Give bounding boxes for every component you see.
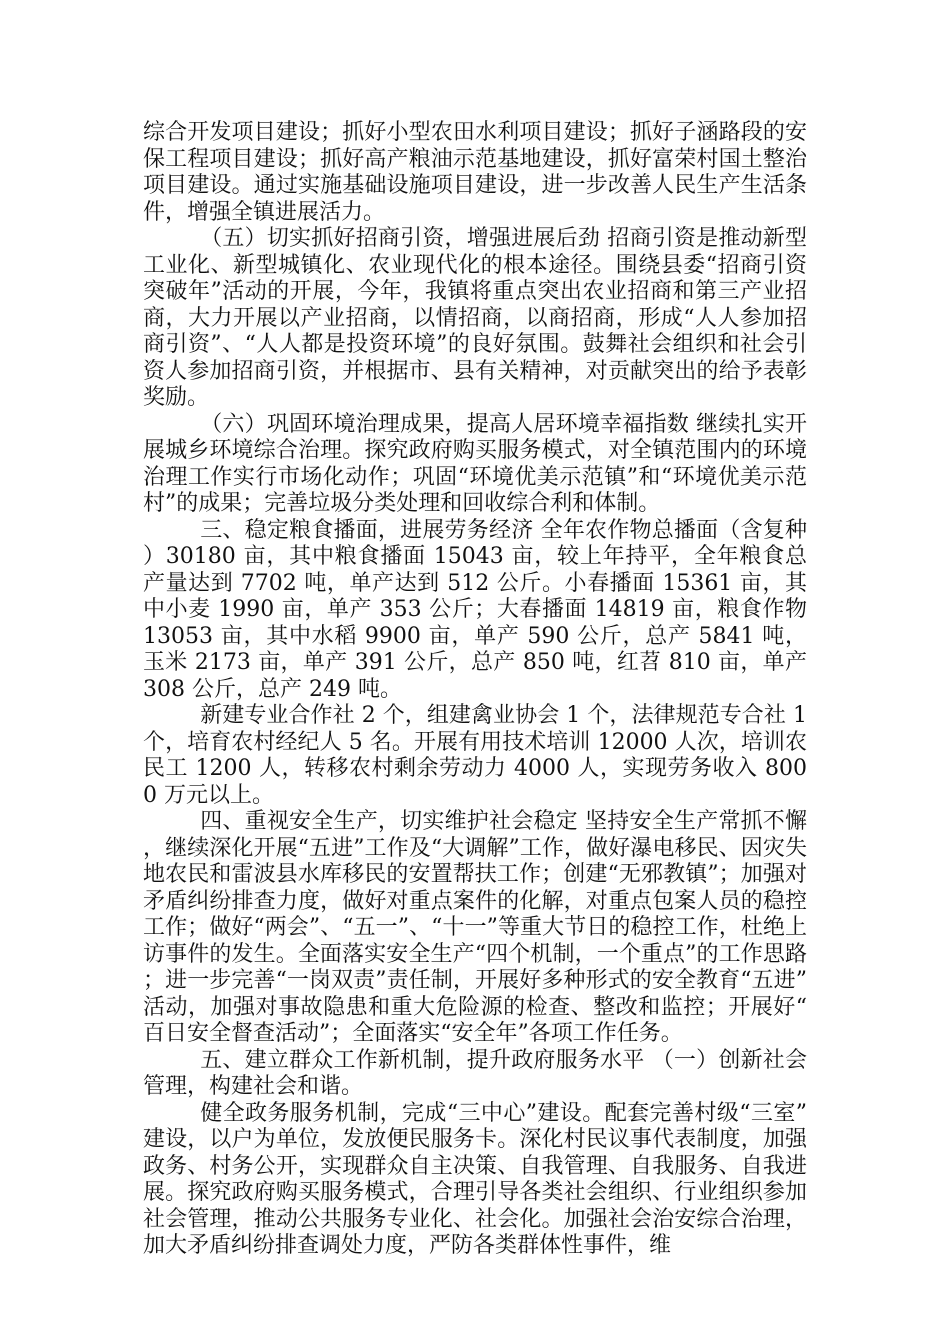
paragraph-grain: 三、稳定粮食播面，进展劳务经济 全年农作物总播面（含复种）30180 亩，其中粮食播面 15043 亩，较上年持平，全年粮食总产量达到 7702 吨，单产达到 512 公斤。小春播面 15361 亩，其中小麦 1990 亩，单产 353 公斤；大春播面 14819 亩，粮食作物 13053 亩，其中水稻 9900 亩，单产 590 公斤，总产 5841 吨，玉米 2173 亩，单产 391 公斤，总产 850 吨，红苕 810 亩，单产 308 公斤，总产 249 吨。 <box>143 517 807 702</box>
paragraph-infrastructure: 综合开发项目建设；抓好小型农田水利项目建设；抓好子涵路段的安保工程项目建设；抓好高产粮油示范基地建设，抓好富荣村国土整治项目建设。通过实施基础设施项目建设，进一步改善人民生产生活条件，增强全镇进展活力。 <box>143 120 807 225</box>
paragraph-environment: （六）巩固环境治理成果，提高人居环境幸福指数 继续扎实开展城乡环境综合治理。探究政府购买服务模式，对全镇范围内的环境治理工作实行市场化动作；巩固“环境优美示范镇”和“环境优美示范村”的成果；完善垃圾分类处理和回收综合利和体制。 <box>143 411 807 516</box>
paragraph-services: 健全政务服务机制，完成“三中心”建设。配套完善村级“三室”建设，以户为单位，发放便民服务卡。深化村民议事代表制度，加强政务、村务公开，实现群众自主决策、自我管理、自我服务、自我进展。探究政府购买服务模式，合理引导各类社会组织、行业组织参加社会管理，推动公共服务专业化、社会化。加强社会治安综合治理，加大矛盾纠纷排查调处力度，严防各类群体性事件，维 <box>143 1100 807 1258</box>
paragraph-safety: 四、重视安全生产，切实维护社会稳定 坚持安全生产常抓不懈，继续深化开展“五进”工作及“大调解”工作，做好瀑电移民、因灾失地农民和雷波县水库移民的安置帮扶工作；创建“无邪教镇”；加强对矛盾纠纷排查力度，做好对重点案件的化解，对重点包案人员的稳控工作；做好“两会”、“五一”、“十一”等重大节日的稳控工作，杜绝上访事件的发生。全面落实安全生产“四个机制，一个重点”的工作思路；进一步完善“一岗双责”责任制，开展好多种形式的安全教育“五进”活动，加强对事故隐患和重大危险源的检查、整改和监控；开展好“百日安全督查活动”；全面落实“安全年”各项工作任务。 <box>143 809 807 1046</box>
paragraph-mass-work: 五、建立群众工作新机制，提升政府服务水平 （一）创新社会管理，构建社会和谐。 <box>143 1047 807 1099</box>
document-body <box>143 120 807 1260</box>
paragraph-investment: （五）切实抓好招商引资，增强进展后劲 招商引资是推动新型工业化、新型城镇化、农业现代化的根本途径。围绕县委“招商引资突破年”活动的开展，今年，我镇将重点突出农业招商和第三产业招商，大力开展以产业招商，以情招商，以商招商，形成“人人参加招商引资”、“人人都是投资环境”的良好氛围。鼓舞社会组织和社会引资人参加招商引资，并根据市、县有关精神，对贡献突出的给予表彰奖励。 <box>143 226 807 410</box>
paragraph-cooperatives: 新建专业合作社 2 个，组建禽业协会 1 个，法律规范专合社 1 个，培育农村经纪人 5 名。开展有用技术培训 12000 人次，培训农民工 1200 人，转移农村剩余劳动力 4000 人，实现劳务收入 8000 万元以上。 <box>143 703 807 808</box>
